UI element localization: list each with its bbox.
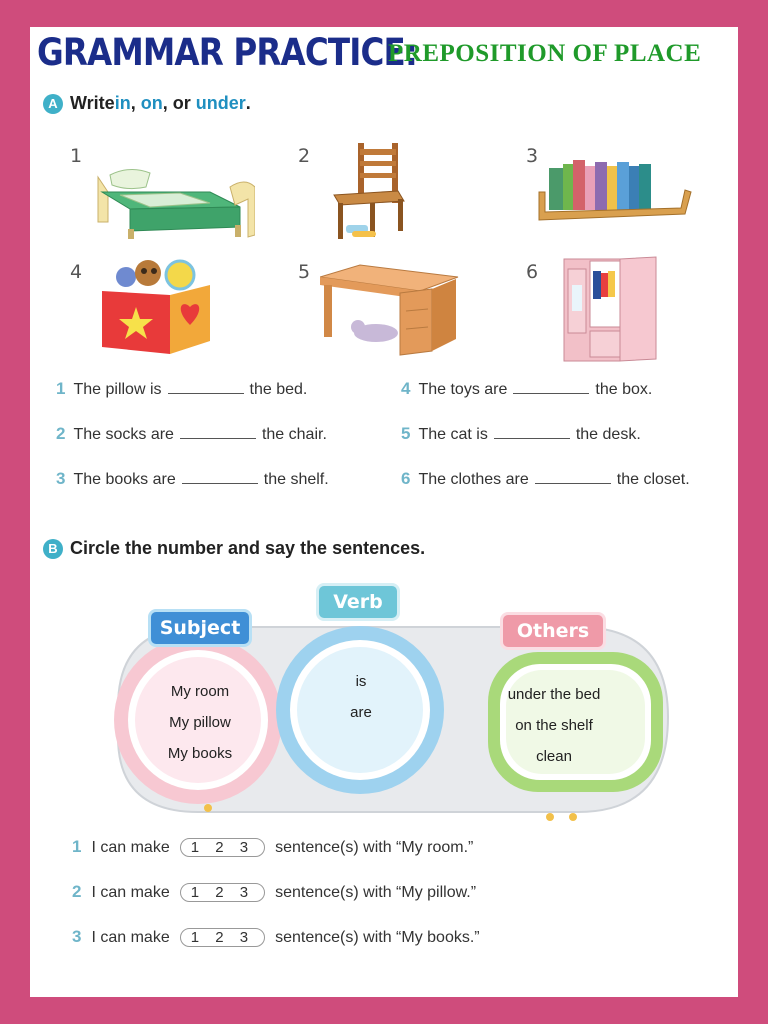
statement-text: sentence(s) with “My pillow.” bbox=[275, 884, 477, 901]
sentence-text: the chair. bbox=[261, 426, 327, 443]
page-subtitle: PREPOSITION OF PLACE bbox=[388, 40, 702, 67]
number-choice-pill[interactable]: 1 2 3 bbox=[180, 928, 265, 947]
section-b-heading bbox=[43, 538, 425, 559]
sentence-5 bbox=[401, 424, 641, 444]
toybox-illustration bbox=[98, 259, 218, 359]
statement-text: sentence(s) with “My room.” bbox=[275, 839, 474, 856]
section-a-prefix: Write bbox=[70, 93, 115, 113]
section-a-badge: A bbox=[43, 94, 63, 114]
subject-word: My room bbox=[170, 683, 230, 700]
sentence-text: the bed. bbox=[249, 381, 308, 398]
statement-2 bbox=[72, 882, 476, 902]
statement-number: 3 bbox=[72, 927, 82, 946]
verb-tag: Verb bbox=[316, 583, 400, 621]
sentence-text: The toys are bbox=[418, 381, 508, 398]
answer-blank[interactable] bbox=[180, 426, 256, 439]
statement-text: I can make bbox=[91, 839, 170, 856]
sentence-number: 4 bbox=[401, 379, 411, 398]
statement-number: 1 bbox=[72, 837, 82, 856]
sentence-text: The cat is bbox=[418, 426, 488, 443]
worksheet-page bbox=[30, 27, 738, 997]
sentence-number: 6 bbox=[401, 469, 411, 488]
number-choice-pill[interactable]: 1 2 3 bbox=[180, 883, 265, 902]
sentence-2 bbox=[56, 424, 327, 444]
sentence-text: the box. bbox=[595, 381, 653, 398]
sentence-text: the desk. bbox=[575, 426, 641, 443]
page-title: GRAMMAR PRACTICE: bbox=[37, 31, 417, 74]
sentence-4 bbox=[401, 379, 652, 399]
sentence-text: The socks are bbox=[73, 426, 174, 443]
statement-3 bbox=[72, 927, 480, 947]
answer-blank[interactable] bbox=[513, 381, 589, 394]
sentence-text: The pillow is bbox=[73, 381, 162, 398]
statement-text: sentence(s) with “My books.” bbox=[275, 929, 480, 946]
verb-word: are bbox=[350, 704, 372, 721]
sentence-text: The clothes are bbox=[418, 471, 529, 488]
sentence-number: 5 bbox=[401, 424, 411, 443]
section-b-instruction: Circle the number and say the sentences. bbox=[70, 538, 426, 558]
option-on: on bbox=[140, 93, 163, 113]
sentence-number: 1 bbox=[56, 379, 66, 398]
others-word: under the bed bbox=[507, 686, 601, 703]
others-tag: Others bbox=[500, 612, 606, 650]
picture-number: 5 bbox=[298, 261, 311, 283]
closet-illustration bbox=[560, 255, 660, 365]
picture-number: 6 bbox=[526, 261, 539, 283]
subject-word: My books bbox=[167, 745, 233, 762]
section-b-badge: B bbox=[43, 539, 63, 559]
bookshelf-illustration bbox=[535, 152, 695, 232]
picture-number: 2 bbox=[298, 145, 311, 167]
statement-text: I can make bbox=[91, 929, 170, 946]
separator: , or bbox=[162, 93, 196, 113]
sentence-text: The books are bbox=[73, 471, 176, 488]
picture-number: 1 bbox=[70, 145, 83, 167]
sentence-3 bbox=[56, 469, 329, 489]
subject-tag: Subject bbox=[148, 609, 252, 647]
picture-number: 4 bbox=[70, 261, 83, 283]
sentence-number: 3 bbox=[56, 469, 66, 488]
answer-blank[interactable] bbox=[182, 471, 258, 484]
section-a-heading bbox=[43, 93, 251, 114]
number-choice-pill[interactable]: 1 2 3 bbox=[180, 838, 265, 857]
sentence-1 bbox=[56, 379, 307, 399]
option-under: under bbox=[195, 93, 246, 113]
sentence-text: the closet. bbox=[616, 471, 690, 488]
answer-blank[interactable] bbox=[494, 426, 570, 439]
statement-number: 2 bbox=[72, 882, 82, 901]
statement-1 bbox=[72, 837, 473, 857]
answer-blank[interactable] bbox=[535, 471, 611, 484]
answer-blank[interactable] bbox=[168, 381, 244, 394]
bed-illustration bbox=[90, 147, 255, 242]
option-in: in bbox=[114, 93, 131, 113]
verb-word: is bbox=[355, 673, 367, 690]
statement-text: I can make bbox=[91, 884, 170, 901]
sentence-number: 2 bbox=[56, 424, 66, 443]
desk-illustration bbox=[320, 263, 460, 358]
others-word: on the shelf bbox=[515, 717, 593, 734]
chair-illustration bbox=[330, 139, 410, 244]
subject-word: My pillow bbox=[169, 714, 231, 731]
picture-number: 3 bbox=[526, 145, 539, 167]
others-word: clean bbox=[536, 748, 572, 765]
sentence-6 bbox=[401, 469, 690, 489]
section-a-suffix: . bbox=[245, 93, 251, 113]
sentence-text: the shelf. bbox=[263, 471, 329, 488]
separator: , bbox=[130, 93, 141, 113]
